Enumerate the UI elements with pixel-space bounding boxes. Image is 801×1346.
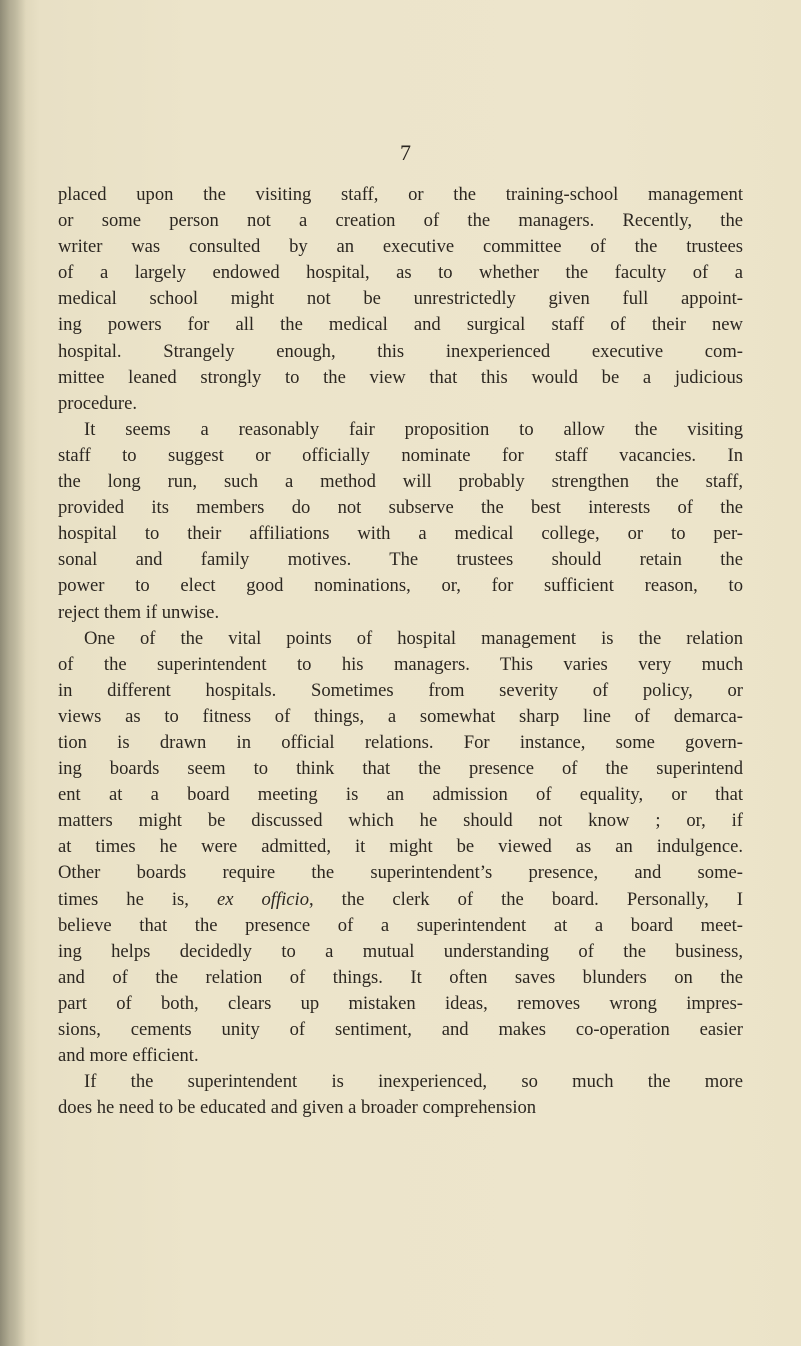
text-line: does he need to be educated and given a broader comprehension — [58, 1097, 537, 1119]
text-line: and more efficient. — [58, 1045, 199, 1067]
text-line: sions, cements unity of sentiment, and makes co-operation easier — [58, 1019, 743, 1040]
latin-phrase: ex officio — [216, 888, 309, 910]
text-line: part of both, clears up mistaken ideas, removes wrong impres- — [58, 992, 743, 1014]
text-line: medical school might not be unrestrictedly given full appoint- — [58, 288, 743, 310]
text-line: of a largely endowed hospital, as to whether the faculty of a — [58, 262, 743, 284]
text-line: mittee leaned strongly to the view that this would be a judicious — [58, 366, 743, 388]
text-line: in different hospitals. Sometimes from severity of policy, or — [58, 679, 743, 701]
text-line: ing powers for all the medical and surgical staff of their new — [58, 314, 743, 336]
text-line: It seems a reasonably fair proposition to allow the visiting — [84, 418, 743, 440]
text-line: and of the relation of things. It often saves blunders on the — [58, 966, 743, 988]
text-line: of the superintendent to his managers. This varies very much — [58, 653, 743, 675]
page-number: 7 — [400, 140, 411, 165]
text-line: at times he were admitted, it might be viewed as an indulgence. — [58, 836, 743, 858]
text-line: Other boards require the superintendent’s presence, and some- — [58, 862, 743, 884]
text-line: ent at a board meeting is an admission of equality, or that — [58, 784, 743, 806]
text-line: views as to fitness of things, a somewhat sharp line of demarca- — [58, 705, 743, 727]
text-line: or some person not a creation of the managers. Recently, the — [58, 210, 743, 232]
text-line: sonal and family motives. The trustees should retain the — [58, 549, 743, 571]
text-line: matters might be discussed which he should not know ; or, if — [58, 810, 743, 832]
text-line: provided its members do not subserve the best interests of the — [58, 497, 743, 519]
text-line: If the superintendent is inexperienced, so much the more — [84, 1071, 743, 1093]
text-line: hospital. Strangely enough, this inexperienced executive com- — [58, 340, 743, 362]
body-text — [58, 182, 743, 1121]
text-line: ing helps decidedly to a mutual understanding of the business, — [58, 940, 743, 962]
text-line: ing boards seem to think that the presence of the superintend — [58, 758, 743, 780]
text-line: procedure. — [58, 392, 137, 414]
text-line: placed upon the visiting staff, or the training-school management — [58, 184, 743, 205]
text-line: reject them if unwise. — [58, 601, 220, 623]
text-line: One of the vital points of hospital management is the relation — [84, 627, 743, 649]
text-line: the long run, such a method will probably strengthen the staff, — [58, 471, 743, 493]
text-line: staff to suggest or officially nominate for staff vacancies. In — [58, 444, 743, 466]
text-line: hospital to their affiliations with a medical college, or to per- — [58, 523, 743, 545]
text-line: tion is drawn in official relations. For instance, some govern- — [58, 731, 743, 753]
page-spine-shadow — [0, 0, 26, 1346]
text-line — [58, 887, 743, 913]
text-line: writer was consulted by an executive committee of the trustees — [58, 236, 743, 258]
text-line: believe that the presence of a superintendent at a board meet- — [58, 914, 743, 936]
text-line: power to elect good nominations, or, for sufficient reason, to — [58, 575, 743, 597]
text-segment: , the clerk of the board. Personally, I — [309, 888, 743, 910]
text-segment: times he is, — [58, 888, 217, 910]
